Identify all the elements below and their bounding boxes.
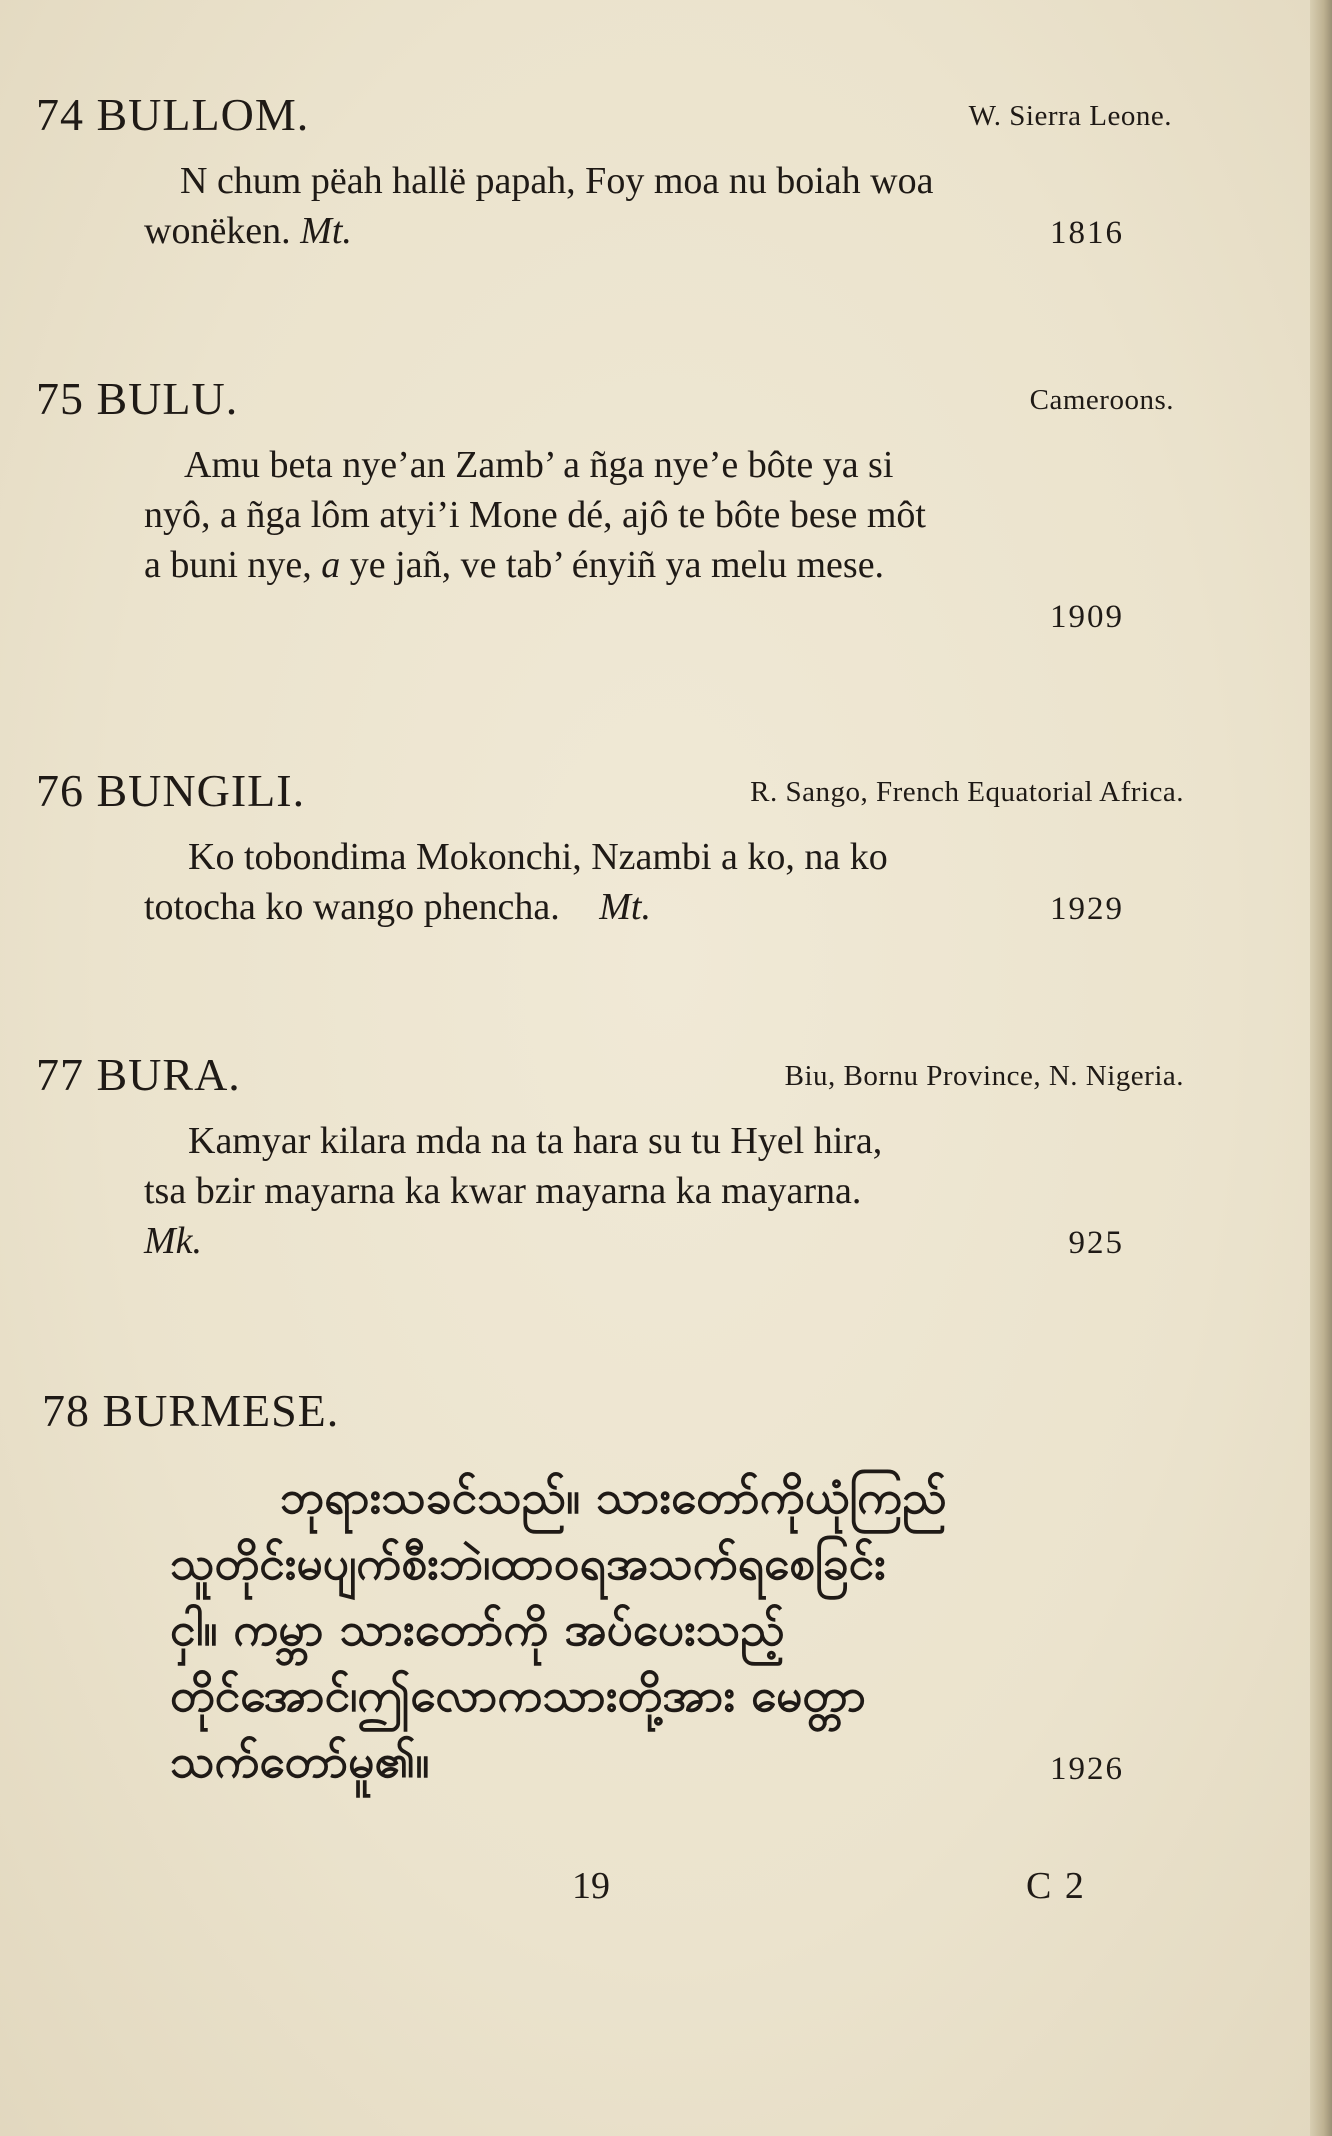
text-line: nyô, a ñga lôm atyi’i Mone dé, ajô te bôte bese môt: [144, 494, 926, 536]
entry-region: Cameroons.: [1029, 384, 1174, 416]
year: 1926: [1050, 1751, 1124, 1787]
entry-header: [36, 1048, 1184, 1108]
text-line: တိုင်အောင်၊ဤလောကသားတို့အား မေတ္တာ: [170, 1668, 867, 1722]
text-fragment: totocha ko wango phencha.: [144, 886, 560, 928]
entry-text: [144, 440, 1124, 640]
text-line: ငှါ။ ကမ္ဘာ သားတော်ကို အပ်ပေးသည့်: [170, 1602, 785, 1656]
entry-region: Biu, Bornu Province, N. Nigeria.: [784, 1060, 1184, 1092]
text-line: [144, 882, 1124, 932]
text-line: သူတိုင်းမပျက်စီးဘဲ၊ထာဝရအသက်ရစေခြင်း: [170, 1536, 886, 1590]
entry-text: [144, 156, 1124, 256]
entry-region: R. Sango, French Equatorial Africa.: [750, 776, 1184, 808]
entry-heading: 75 BULU.: [36, 373, 239, 424]
italic-a: a: [321, 544, 341, 586]
text-line: [144, 206, 1124, 256]
text-line: Kamyar kilara mda na ta hara su tu Hyel hira,: [188, 1120, 883, 1162]
entry-header: [36, 1384, 1172, 1444]
text-line: ဘုရား‌သခင်သည်။ သားတော်ကိုယုံကြည်: [280, 1470, 947, 1524]
page-edge: [1310, 0, 1332, 2136]
entry-heading: 74 BULLOM.: [36, 89, 310, 140]
text-fragment: a buni nye,: [144, 544, 312, 586]
entry-text: [144, 1116, 1124, 1266]
signature-mark: C 2: [1026, 1865, 1086, 1907]
text-line: tsa bzir mayarna ka kwar mayarna ka mayarna.: [144, 1170, 862, 1212]
burmese-text: [170, 1464, 1124, 1794]
entry-header: [36, 88, 1172, 148]
scripture-ref: Mk.: [144, 1220, 203, 1262]
text-fragment: ye jañ, ve tab’ ényiñ ya melu mese.: [349, 544, 885, 586]
text-fragment: wonëken.: [144, 210, 291, 252]
entry-header: [36, 764, 1184, 824]
text-line: [144, 1216, 1124, 1266]
entry-heading: 77 BURA.: [36, 1049, 241, 1100]
year: 1909: [1050, 599, 1124, 635]
year: 925: [1068, 1225, 1124, 1261]
page-number: 19: [572, 1865, 610, 1907]
text-line: [170, 1728, 1124, 1794]
entry-heading: 76 BUNGILI.: [36, 765, 306, 816]
year: 1816: [1050, 215, 1124, 251]
text-line: Amu beta nye’an Zamb’ a ñga nye’e bôte ya si: [184, 444, 894, 486]
entry-region: W. Sierra Leone.: [968, 100, 1172, 132]
year: 1929: [1050, 891, 1124, 927]
text-fragment: သက်တော်မူ၏။: [170, 1734, 430, 1788]
text-line: Ko tobondima Mokonchi, Nzambi a ko, na ko: [188, 836, 888, 878]
text-line: N chum pëah hallë papah, Foy moa nu boiah woa: [180, 160, 934, 202]
entry-text: [144, 832, 1124, 932]
text-line: [144, 540, 1124, 590]
entry-header: [36, 372, 1172, 432]
scripture-ref: Mt.: [599, 886, 651, 928]
scripture-ref: Mt.: [300, 210, 352, 252]
text-line: [144, 590, 1124, 640]
entry-heading: 78 BURMESE.: [42, 1385, 340, 1436]
